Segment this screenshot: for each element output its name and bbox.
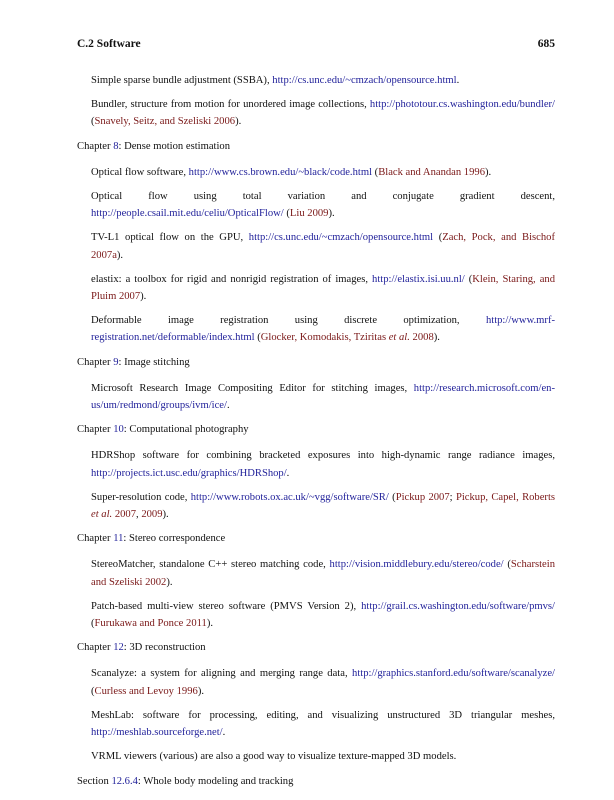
software-entry: Optical flow using total variation and conjugate gradient descent, http://people.csail.mit.edu/celiu/OpticalFlow/ (Liu 2009). (91, 191, 555, 220)
citation-link[interactable]: Klein, Staring, and Pluim 2007 (91, 273, 556, 303)
section-ref-link[interactable]: 12.6.4 (111, 775, 138, 787)
software-entry: Deformable image registration using discrete optimization, http://www.mrf-registration.net/deformable/index.html (Glocker, Komodakis, Tziritas et al. 2008). (91, 315, 555, 344)
citation-link[interactable]: Zach, Pock, and Bischof 2007a (91, 232, 555, 261)
software-entry: Optical flow software, http://www.cs.brown.edu/~black/code.html (Black and Anandan 1996). (91, 166, 492, 178)
chapter-ref-link[interactable]: 10 (113, 424, 124, 436)
url-link[interactable]: http://vision.middlebury.edu/stereo/code/ (329, 559, 504, 571)
citation-link[interactable]: Pickup 2007 (395, 491, 450, 503)
citation-link[interactable]: Curless and Levoy 1996 (94, 685, 198, 697)
url-link[interactable]: http://cs.unc.edu/~cmzach/opensource.html (272, 75, 457, 86)
software-entry: elastix: a toolbox for rigid and nonrigid registration of images, http://elastix.isi.uu.nl/ (Klein, Staring, and Pluim 2007). (91, 273, 556, 303)
chapter-heading: Chapter 12: 3D reconstruction (77, 642, 206, 654)
software-entry: Microsoft Research Image Compositing Editor for stitching images, http://research.microsoft.com/en-us/um/redmond/groups/ivm/ice/. (91, 382, 555, 412)
chapter-ref-link[interactable]: 11 (113, 533, 124, 545)
chapter-heading: Chapter 11: Stereo correspondence (77, 533, 226, 545)
url-link[interactable]: http://people.csail.mit.edu/celiu/OpticalFlow/ (91, 208, 284, 220)
section-heading: Section 12.6.4: Whole body modeling and tracking (77, 775, 294, 787)
url-link[interactable]: http://grail.cs.washington.edu/software/pmvs/ (361, 600, 555, 612)
software-entry: StereoMatcher, standalone C++ stereo matching code, http://vision.middlebury.edu/stereo/code/ (Scharstein and Szeliski 2002). (91, 559, 555, 588)
running-header (77, 38, 555, 54)
software-entry: HDRShop software for combining bracketed exposures into high-dynamic range radiance images, http://projects.ict.usc.edu/graphics/HDRShop/. (91, 450, 555, 479)
software-entry: Simple sparse bundle adjustment (SSBA), http://cs.unc.edu/~cmzach/opensource.html. (91, 75, 460, 86)
software-entry: MeshLab: software for processing, editing, and visualizing unstructured 3D triangular meshes, http://meshlab.sourceforge.net/. (91, 709, 555, 739)
url-link[interactable]: http://elastix.isi.uu.nl/ (372, 273, 465, 285)
software-entry: Scanalyze: a system for aligning and merging range data, http://graphics.stanford.edu/software/scanalyze/ (Curless and Levoy 1996). (91, 668, 555, 697)
url-link[interactable]: http://phototour.cs.washington.edu/bundler/ (369, 99, 555, 111)
chapter-ref-link[interactable]: 9 (113, 356, 119, 368)
software-entry: Bundler, structure from motion for unordered image collections, http://phototour.cs.washington.edu/bundler/ (Snavely, Seitz, and Szeliski 2006). (91, 99, 555, 128)
software-entry: TV-L1 optical flow on the GPU, http://cs.unc.edu/~cmzach/opensource.html (Zach, Pock, and Bischof 2007a). (91, 232, 555, 261)
citation-link[interactable]: Pickup, Capel, Roberts et al. 2007 (91, 491, 556, 521)
citation-link[interactable]: Liu 2009 (289, 208, 329, 220)
software-entry: Patch-based multi-view stereo software (PMVS Version 2), http://grail.cs.washington.edu/software/pmvs/ (Furukawa and Ponce 2011). (91, 600, 555, 630)
url-link[interactable]: http://projects.ict.usc.edu/graphics/HDRShop/ (91, 467, 287, 479)
url-link[interactable]: http://meshlab.sourceforge.net/ (91, 727, 223, 739)
url-link[interactable]: http://research.microsoft.com/en-us/um/redmond/groups/ivm/ice/ (91, 382, 555, 412)
chapter-ref-link[interactable]: 12 (113, 642, 124, 654)
url-link[interactable]: http://www.mrf-registration.net/deformable/index.html (91, 315, 555, 344)
chapter-heading: Chapter 8: Dense motion estimation (77, 140, 230, 152)
url-link[interactable]: http://www.robots.ox.ac.uk/~vgg/software/SR/ (190, 491, 389, 503)
url-link[interactable]: http://www.cs.brown.edu/~black/code.html (188, 166, 373, 178)
url-link[interactable]: http://graphics.stanford.edu/software/scanalyze/ (352, 668, 555, 680)
citation-link[interactable]: Snavely, Seitz, and Szeliski 2006 (94, 116, 236, 128)
chapter-heading: Chapter 9: Image stitching (77, 356, 190, 368)
url-link[interactable]: http://cs.unc.edu/~cmzach/opensource.html (248, 232, 434, 244)
citation-link[interactable]: 2009 (141, 509, 163, 521)
section-title: C.2 Software (77, 38, 141, 50)
chapter-ref-link[interactable]: 8 (113, 140, 119, 152)
software-entry: VRML viewers (various) are also a good way to visualize texture-mapped 3D models. (91, 751, 457, 763)
citation-link[interactable]: Black and Anandan 1996 (378, 166, 485, 178)
page-body (77, 72, 555, 799)
citation-link[interactable]: Glocker, Komodakis, Tziritas et al. 2008 (260, 332, 434, 344)
page-number: 685 (537, 38, 555, 50)
software-entry: Super-resolution code, http://www.robots.ox.ac.uk/~vgg/software/SR/ (Pickup 2007; Pickup, Capel, Roberts et al. 2007, 2009). (91, 491, 556, 521)
citation-link[interactable]: Scharstein and Szeliski 2002 (91, 559, 555, 588)
citation-link[interactable]: Furukawa and Ponce 2011 (94, 618, 207, 630)
chapter-heading: Chapter 10: Computational photography (77, 424, 249, 436)
